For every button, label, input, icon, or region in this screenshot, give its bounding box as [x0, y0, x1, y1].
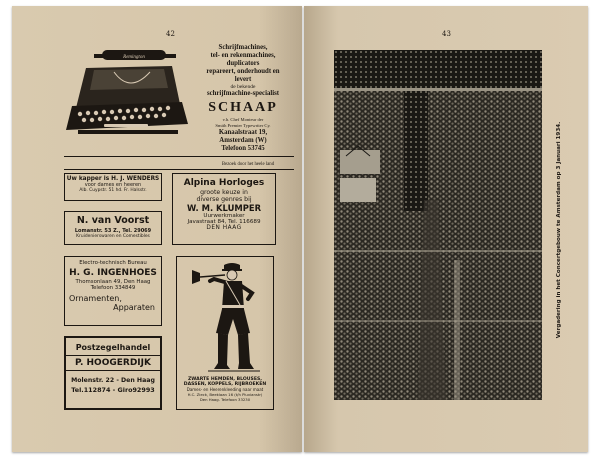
photo-caption: Vergadering in het Concertgebouw te Amsterdam op 3 Januari 1934. — [556, 121, 562, 339]
hoogerdijk-ad: Postzegelhandel P. HOOGERDIJK Molenstr. 22 - Den Haag Tel.112874 - Giro92993 — [64, 336, 162, 410]
photo-caption-container — [552, 121, 566, 339]
page-number: 42 — [166, 30, 175, 38]
typewriter-illustration — [64, 48, 188, 136]
left-page — [12, 6, 302, 452]
bugler-illustration — [178, 259, 272, 377]
klumper-ad: Alpina Horloges groote keuze in diverse genres bij W. M. KLUMPER Uurwerkmaker Javastraat 84, Tel. 116689 DEN HAAG — [172, 173, 276, 245]
schaap-delivery: Bezoek door het heele land — [221, 162, 275, 167]
hemden-ad: ZWARTE HEMDEN, BLOUSES, DASSEN, KOPPELS, RIJBROEKEN Dames- en Heerenkleeding naar maat H.C. Zieck, Beeklaan 16 (t/h Pluvianstr) Den Haag. Telefoon 33230 — [176, 256, 274, 410]
typewriter-brand: Remington — [123, 55, 145, 60]
schaap-name: SCHAAP — [208, 100, 278, 115]
booklet-spread — [12, 6, 592, 458]
divider — [64, 156, 294, 157]
page-number: 43 — [442, 30, 451, 38]
schaap-ad: Schrijfmachines, tel- en rekenmachines, duplicators repareert, onderhoudt en levert de bekende schrijfmachine-specialist SCHAAP v.h. Chef Monteur der Smith Premier Typewriter Cy. Kanaalstraat 19, Amsterdam (W) Telefoon 53745 — [188, 44, 298, 153]
voorst-ad: N. van Voorst Lomanstr. 53 Z., Tel. 29069 Kruidenierswaren en Comestibles — [64, 211, 162, 245]
ingenhoes-ad: Electro-technisch Bureau H. G. INGENHOES Thomsonlaan 49, Den Haag Telefoon 334849 Ornamenten, Apparaten — [64, 256, 162, 326]
divider — [64, 169, 294, 170]
wenders-ad: Uw kapper is H. J. WENDERS voor dames en heeren Alb. Cuypstr. 51 hd. Fr. Halsstr. — [64, 173, 162, 201]
right-page — [304, 6, 588, 452]
crowd-photo — [334, 50, 542, 400]
